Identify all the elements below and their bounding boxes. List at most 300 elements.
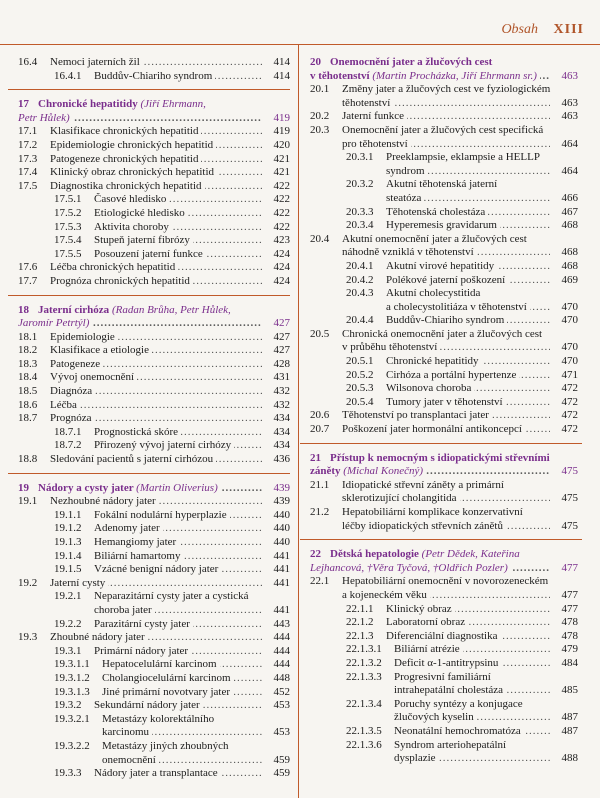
toc-entry[interactable] — [310, 643, 578, 657]
chapter-line — [310, 465, 578, 479]
toc-entry[interactable] — [18, 618, 290, 632]
entry-title: Tumory jater v těhotenství — [386, 396, 506, 408]
page-ref: 484 — [561, 656, 578, 669]
toc-entry[interactable] — [18, 536, 290, 550]
entry-line — [310, 479, 578, 493]
toc-entry[interactable] — [18, 193, 290, 207]
page-ref: 427 — [273, 330, 290, 343]
toc-entry[interactable] — [18, 550, 290, 564]
entry-title-line — [342, 110, 550, 124]
page-ref: 479 — [561, 643, 578, 656]
entry-number: 20.4.3 — [346, 287, 374, 300]
entry-line — [18, 658, 290, 672]
toc-entry[interactable] — [310, 630, 578, 644]
chapter-authors-cont: Jaromír Petrtýl) — [18, 317, 90, 330]
entry-line — [310, 423, 578, 437]
toc-entry[interactable] — [310, 603, 578, 617]
toc-entry[interactable] — [310, 506, 578, 533]
entry-title: Nezhoubné nádory jater — [50, 495, 159, 507]
toc-entry[interactable] — [310, 409, 578, 423]
entry-line — [18, 331, 290, 345]
toc-entry[interactable] — [310, 206, 578, 220]
chapter-authors: (Jiří Ehrmann, — [140, 98, 206, 111]
entry-title: Aktivita choroby — [94, 221, 172, 233]
page-ref: 422 — [273, 220, 290, 233]
entry-title-line — [386, 382, 550, 396]
chapter-entry[interactable] — [310, 443, 578, 479]
page-ref: 422 — [273, 193, 290, 206]
entry-number: 19.2.1 — [54, 590, 82, 603]
chapter-line — [18, 482, 290, 496]
entry-title: Prognostická skóre — [94, 426, 181, 438]
entry-line — [18, 125, 290, 139]
page-ref: 472 — [561, 409, 578, 422]
toc-entry[interactable] — [310, 725, 578, 739]
chapter-authors: (Martin Oliverius) — [136, 481, 218, 494]
entry-number: 18.7.2 — [54, 439, 82, 452]
entry-line — [18, 563, 290, 577]
toc-entry[interactable] — [310, 151, 578, 178]
entry-number: 22.1.3.4 — [346, 697, 382, 710]
chapter-entry[interactable] — [18, 473, 290, 496]
entry-title: Klinický obraz — [386, 603, 455, 615]
entry-title-line — [342, 423, 550, 437]
entry-line — [310, 219, 578, 233]
entry-title-line — [94, 234, 262, 248]
entry-title-line — [386, 603, 550, 617]
chapter-line — [310, 70, 578, 84]
entry-title-line — [50, 166, 262, 180]
toc-entry[interactable] — [310, 287, 578, 314]
entry-number: 18.4 — [18, 371, 38, 384]
entry-title-line — [102, 726, 262, 740]
entry-title: Adenomy jater — [94, 522, 163, 534]
entry-line — [310, 684, 578, 698]
entry-number: 20.7 — [310, 423, 330, 436]
chapter-number: 19 — [18, 481, 29, 494]
page-ref: 414 — [273, 56, 290, 68]
entry-title: Chronické hepatitidy — [386, 355, 482, 367]
entry-line — [18, 385, 290, 399]
entry-number: 17.1 — [18, 125, 38, 138]
toc-entry[interactable] — [310, 423, 578, 437]
toc-entry[interactable] — [18, 221, 290, 235]
toc-entry[interactable] — [18, 522, 290, 536]
entry-line — [18, 412, 290, 426]
toc-entry[interactable] — [310, 178, 578, 205]
entry-title-line — [94, 699, 262, 713]
entry-title: Klasifikace chronických hepatitid — [50, 125, 201, 137]
toc-entry[interactable] — [18, 495, 290, 509]
entry-line — [310, 341, 578, 355]
entry-title: Metastázy kolorektálního — [102, 712, 215, 725]
entry-number: 21.1 — [310, 478, 330, 491]
toc-entry[interactable] — [18, 631, 290, 645]
entry-number: 19.2 — [18, 576, 38, 589]
entry-line — [310, 151, 578, 165]
page-ref: 475 — [561, 465, 578, 478]
toc-entry[interactable] — [310, 124, 578, 151]
page-ref: 422 — [273, 179, 290, 192]
chapter-entry[interactable] — [18, 89, 290, 125]
page-ref: 424 — [273, 274, 290, 287]
chapter-entry[interactable] — [310, 539, 578, 575]
chapter-title-line — [310, 562, 550, 576]
chapter-line — [310, 452, 578, 466]
entry-title: Akutní těhotenská jaterní — [386, 178, 498, 191]
entry-line — [310, 97, 578, 111]
toc-entry[interactable] — [18, 658, 290, 672]
entry-number: 19.1.4 — [54, 549, 82, 562]
toc-entry[interactable] — [18, 56, 290, 70]
page-ref: 419 — [273, 111, 290, 124]
toc-entry[interactable] — [18, 331, 290, 345]
entry-title: Diagnostika chronických hepatitid — [50, 180, 205, 192]
entry-title: Prognóza — [50, 412, 95, 424]
chapter-title-cont: v těhotenství — [310, 69, 370, 82]
toc-entry[interactable] — [18, 686, 290, 700]
entry-number: 20.4.4 — [346, 314, 374, 327]
page-ref: 463 — [561, 96, 578, 109]
entry-number: 19.3.2.1 — [54, 712, 90, 725]
entry-number: 17.6 — [18, 261, 38, 274]
toc-entry[interactable] — [310, 369, 578, 383]
entry-line — [18, 726, 290, 740]
entry-line — [18, 426, 290, 440]
entry-line — [310, 396, 578, 410]
chapter-entry[interactable] — [18, 295, 290, 331]
entry-title-line — [386, 165, 550, 179]
entry-line — [18, 248, 290, 262]
toc-entry[interactable] — [18, 412, 290, 426]
entry-title: Cholangiocelulární karcinom — [102, 672, 234, 684]
entry-line — [310, 165, 578, 179]
toc-entry[interactable] — [310, 671, 578, 698]
entry-line — [18, 577, 290, 591]
page-ref: 478 — [561, 616, 578, 629]
entry-title: Léčba — [50, 399, 80, 411]
toc-column-right — [310, 56, 578, 766]
entry-line — [18, 495, 290, 509]
page-ref: 464 — [561, 137, 578, 150]
toc-entry[interactable] — [310, 616, 578, 630]
entry-line — [18, 618, 290, 632]
entry-number: 21.2 — [310, 506, 330, 518]
entry-line — [18, 139, 290, 153]
toc-entry[interactable] — [18, 577, 290, 591]
entry-title: Epidemiologie chronických hepatitid — [50, 139, 216, 151]
chapter-authors-wrap — [18, 317, 92, 329]
toc-entry[interactable] — [18, 139, 290, 153]
entry-title: Nemoci jaterních žil — [50, 56, 143, 68]
entry-title-cont: léčby idiopatických střevních zánětů — [342, 520, 506, 532]
entry-number: 22.1.3.6 — [346, 738, 382, 751]
page-ref: 444 — [273, 644, 290, 657]
entry-line — [310, 603, 578, 617]
entry-title: Prognóza chronických hepatitid — [50, 275, 193, 287]
entry-line — [310, 206, 578, 220]
entry-title-line — [94, 618, 262, 632]
entry-line — [18, 631, 290, 645]
toc-entry[interactable] — [18, 358, 290, 372]
entry-title-cont: intrahepatální cholestáza — [394, 684, 506, 696]
entry-title-line — [50, 371, 262, 385]
toc-entry[interactable] — [18, 344, 290, 358]
entry-title: Patogeneze chronických hepatitid — [50, 153, 201, 165]
chapter-authors-wrap — [18, 112, 73, 124]
page-header — [0, 0, 600, 46]
toc-entry[interactable] — [310, 657, 578, 671]
entry-title-line — [342, 589, 550, 603]
page-ref: 487 — [561, 724, 578, 737]
entry-title: Buddův-Chiariho syndrom — [94, 70, 215, 82]
toc-entry[interactable] — [18, 70, 290, 84]
entry-title: Preeklampsie, eklampsie a HELLP — [386, 151, 540, 164]
entry-number: 19.3.2 — [54, 699, 82, 712]
toc-entry[interactable] — [18, 261, 290, 275]
entry-line — [310, 192, 578, 206]
chapter-title-cont: záněty — [310, 465, 341, 478]
entry-number: 22.1 — [310, 575, 330, 588]
entry-title: Hepatobiliární onemocnění v novorozeneckém — [342, 575, 549, 588]
entry-title: Přirozený vývoj jaterní cirhózy — [94, 439, 234, 451]
entry-number: 17.3 — [18, 152, 38, 165]
toc-entry[interactable] — [18, 767, 290, 781]
toc-entry[interactable] — [18, 248, 290, 262]
entry-title-line — [386, 616, 550, 630]
chapter-title: Přístup k nemocným s idiopatickými střevními — [330, 451, 550, 464]
entry-title: Patogeneze — [50, 358, 103, 370]
entry-number: 19.3.1.1 — [54, 658, 90, 671]
entry-title-line — [386, 301, 550, 315]
entry-title-cont: náhodně vzniklá v těhotenství — [342, 246, 477, 258]
entry-line — [310, 671, 578, 685]
entry-line — [18, 686, 290, 700]
entry-title-line — [102, 686, 262, 700]
entry-title: Klasifikace a etiologie — [50, 344, 152, 356]
entry-title: Metastázy jiných zhoubných — [102, 739, 229, 752]
entry-title-line — [94, 221, 262, 235]
chapter-number: 21 — [310, 451, 321, 464]
toc-entry[interactable] — [310, 233, 578, 260]
entry-number: 17.5.5 — [54, 247, 82, 260]
entry-title-line — [386, 274, 550, 288]
entry-title-line — [102, 672, 262, 686]
column-divider — [298, 45, 299, 798]
toc-entry[interactable] — [18, 439, 290, 453]
entry-number: 20.4 — [310, 232, 330, 245]
entry-title-line — [394, 711, 550, 725]
entry-title-cont: onemocnění — [102, 754, 159, 766]
page-ref: 464 — [561, 164, 578, 177]
entry-title: Hepatobiliární komplikace konzervativní — [342, 506, 523, 518]
entry-title-line — [386, 396, 550, 410]
toc-entry[interactable] — [18, 275, 290, 289]
entry-title-line — [50, 453, 262, 467]
toc-entry[interactable] — [310, 698, 578, 725]
header-rule — [0, 44, 600, 45]
entry-line — [18, 207, 290, 221]
entry-line — [310, 657, 578, 671]
entry-title: Zhoubné nádory jater — [50, 631, 148, 643]
entry-line — [310, 301, 578, 315]
toc-entry[interactable] — [310, 479, 578, 506]
entry-title-line — [94, 550, 262, 564]
entry-number: 19.1.5 — [54, 563, 82, 576]
entry-line — [310, 124, 578, 138]
entry-number: 18.1 — [18, 330, 38, 343]
toc-entry[interactable] — [310, 382, 578, 396]
page-ref: 452 — [273, 685, 290, 698]
page-ref: 440 — [273, 508, 290, 521]
toc-entry[interactable] — [310, 328, 578, 355]
toc-entry[interactable] — [18, 713, 290, 740]
toc-entry[interactable] — [18, 125, 290, 139]
entry-line — [18, 713, 290, 727]
chapter-entry[interactable] — [310, 56, 578, 83]
toc-entry[interactable] — [18, 509, 290, 523]
page-ref: 453 — [273, 726, 290, 739]
entry-title-line — [386, 219, 550, 233]
toc-entry[interactable] — [18, 426, 290, 440]
entry-line — [310, 589, 578, 603]
toc-entry[interactable] — [18, 699, 290, 713]
page-ref: 467 — [561, 205, 578, 218]
entry-line — [310, 752, 578, 766]
toc-entry[interactable] — [18, 645, 290, 659]
entry-title: Syndrom arteriohepatální — [394, 738, 507, 751]
entry-title-line — [94, 767, 262, 781]
page-ref: 468 — [561, 246, 578, 259]
entry-number: 18.6 — [18, 398, 38, 411]
toc-entry[interactable] — [18, 563, 290, 577]
entry-title-line — [94, 604, 262, 618]
page-ref: 444 — [273, 658, 290, 671]
entry-line — [310, 739, 578, 753]
toc-entry[interactable] — [310, 314, 578, 328]
entry-title-line — [50, 495, 262, 509]
chapter-authors: (Martin Procházka, Jiří Ehrmann sr.) — [372, 69, 537, 82]
entry-line — [310, 630, 578, 644]
page-ref: 448 — [273, 671, 290, 684]
entry-line — [18, 590, 290, 604]
entry-title-cont: choroba jater — [94, 604, 155, 616]
entry-title: Idiopatické střevní záněty a primární — [342, 478, 504, 491]
entry-title-line — [386, 260, 550, 274]
toc-entry[interactable] — [18, 207, 290, 221]
entry-line — [310, 506, 578, 520]
entry-number: 19.3 — [18, 631, 38, 644]
toc-entry[interactable] — [18, 166, 290, 180]
entry-title: Sledování pacientů s jaterní cirhózou — [50, 453, 216, 465]
toc-entry[interactable] — [18, 234, 290, 248]
entry-number: 20.3.2 — [346, 178, 374, 191]
entry-number: 17.5.2 — [54, 206, 82, 219]
entry-line — [310, 328, 578, 342]
toc-entry[interactable] — [310, 274, 578, 288]
entry-number: 19.1.1 — [54, 508, 82, 521]
entry-title-line — [386, 369, 550, 383]
entry-line — [18, 672, 290, 686]
chapter-title: Chronické hepatitidy — [38, 98, 138, 111]
entry-line — [18, 754, 290, 768]
toc-entry[interactable] — [18, 672, 290, 686]
entry-title: Poruchy syntézy a konjugace — [394, 697, 523, 710]
page-ref: 423 — [273, 234, 290, 247]
entry-number: 22.1.3 — [346, 629, 374, 642]
entry-title-line — [102, 658, 262, 672]
toc-entry[interactable] — [18, 371, 290, 385]
entry-line — [18, 645, 290, 659]
toc-entry[interactable] — [310, 575, 578, 602]
toc-entry[interactable] — [310, 83, 578, 110]
section-divider — [300, 443, 582, 444]
page-ref: 428 — [273, 357, 290, 370]
entry-number: 20.2 — [310, 110, 330, 123]
entry-title-cont: steatóza — [386, 192, 424, 204]
toc-entry[interactable] — [18, 153, 290, 167]
entry-line — [18, 261, 290, 275]
entry-title: Změny jater a žlučových cest ve fyziologickém — [342, 83, 551, 96]
toc-entry[interactable] — [310, 219, 578, 233]
entry-title-line — [342, 520, 550, 534]
page-ref: 466 — [561, 191, 578, 204]
chapter-number: 17 — [18, 98, 29, 111]
entry-number: 22.1.3.1 — [346, 643, 382, 656]
toc-entry[interactable] — [18, 399, 290, 413]
page-ref: 421 — [273, 166, 290, 179]
chapter-number: 20 — [310, 56, 321, 68]
entry-number: 17.4 — [18, 166, 38, 179]
page-ref: 432 — [273, 398, 290, 411]
page-ref: 427 — [273, 317, 290, 330]
entry-title-line — [394, 643, 550, 657]
toc-entry[interactable] — [18, 590, 290, 617]
entry-title: Poškození jater hormonální antikoncepcí — [342, 423, 525, 435]
toc-entry[interactable] — [310, 260, 578, 274]
chapter-line — [310, 548, 578, 562]
toc-entry[interactable] — [310, 396, 578, 410]
toc-entry[interactable] — [310, 739, 578, 766]
page-ref: 478 — [561, 629, 578, 642]
chapter-line — [310, 56, 578, 70]
entry-number: 20.4.1 — [346, 259, 374, 272]
entry-line — [310, 616, 578, 630]
toc-entry[interactable] — [310, 110, 578, 124]
toc-entry[interactable] — [18, 385, 290, 399]
toc-entry[interactable] — [310, 355, 578, 369]
entry-number: 20.5.4 — [346, 395, 374, 408]
entry-title: Časové hledisko — [94, 193, 169, 205]
entry-number: 17.5.1 — [54, 193, 82, 206]
entry-title-line — [342, 409, 550, 423]
entry-number: 17.5 — [18, 179, 38, 192]
toc-entry[interactable] — [18, 740, 290, 767]
entry-title-line — [94, 645, 262, 659]
entry-number: 19.3.3 — [54, 767, 82, 780]
toc-entry[interactable] — [18, 180, 290, 194]
page-ref: 470 — [561, 300, 578, 313]
entry-title-line — [50, 125, 262, 139]
toc-entry[interactable] — [18, 453, 290, 467]
entry-line — [18, 509, 290, 523]
page-ref: 470 — [561, 314, 578, 327]
chapter-line — [310, 562, 578, 576]
page-ref: 453 — [273, 699, 290, 712]
entry-title-line — [94, 536, 262, 550]
entry-number: 22.1.2 — [346, 616, 374, 629]
page-ref: 441 — [273, 576, 290, 589]
